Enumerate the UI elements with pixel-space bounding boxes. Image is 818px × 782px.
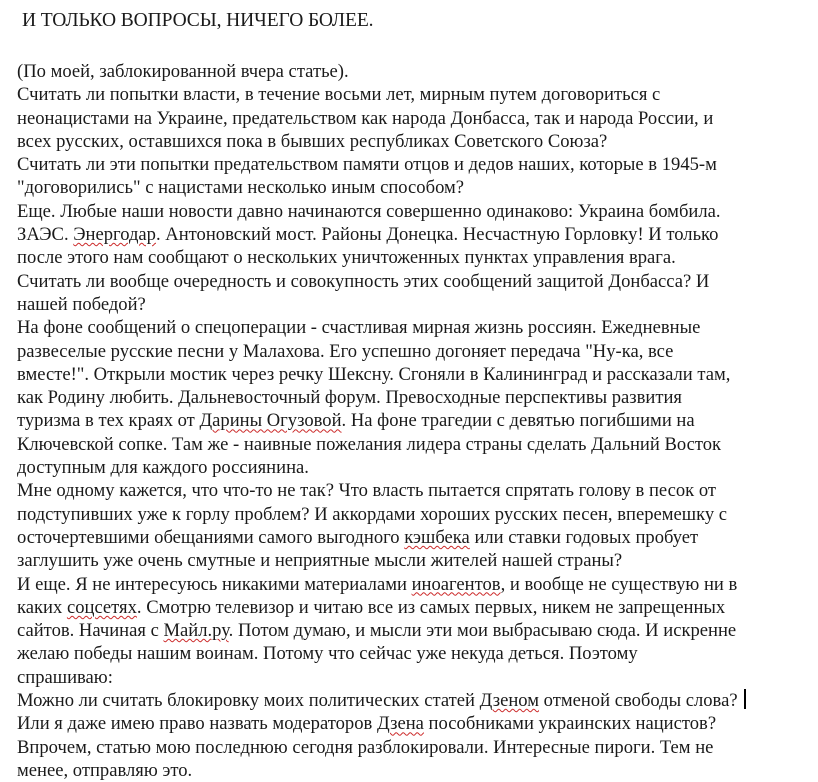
text-run: развеселые русские песни у Малахова. Его успешно догоняет передача "Ну-ка, все — [17, 340, 674, 362]
text-run: Или я даже имею право назвать модераторов — [17, 713, 377, 735]
text-run: доступным для каждого россиянина. — [17, 457, 309, 479]
text-line — [17, 83, 817, 106]
text-run: И еще. Я не интересуюсь никакими материалами — [17, 573, 412, 595]
text-run: или ставки годовых пробует — [469, 526, 699, 548]
text-run: спрашиваю: — [17, 666, 113, 688]
text-line — [17, 130, 817, 153]
text-run: (По моей, заблокированной вчера статье). — [17, 61, 349, 82]
text-run: Считать ли вообще очередность и совокупность этих сообщений защитой Донбасса? И — [17, 270, 710, 292]
text-line — [17, 596, 817, 619]
text-run: туризма в тех краях от — [17, 410, 200, 432]
text-run: отменой свободы слова? — [539, 690, 738, 712]
text-cursor — [744, 689, 746, 709]
spellcheck-flagged-word: Энергодар — [73, 224, 156, 246]
text-line — [17, 153, 817, 176]
text-run: На фоне сообщений о спецоперации - счастливая мирная жизнь россиян. Ежедневные — [17, 317, 701, 339]
text-run: Считать ли эти попытки предательством памяти отцов и дедов наших, которые в 1945-м — [17, 154, 717, 176]
text-line — [17, 200, 817, 223]
text-run: всех русских, оставшихся пока в бывших республиках Советского Союза? — [17, 130, 608, 152]
text-run: ЗАЭС. — [17, 224, 74, 246]
text-line — [17, 363, 817, 386]
text-run: вместе!". Открыли мостик через речку Шексну. Сгоняли в Калининград и рассказали там, — [17, 363, 731, 385]
spellcheck-flagged-word: кэшбека — [404, 526, 470, 548]
text-line — [17, 340, 817, 363]
text-line — [17, 573, 817, 596]
text-line — [17, 246, 817, 269]
text-line — [17, 642, 817, 665]
text-run: нашей победой? — [17, 293, 146, 315]
text-run: , и вообще не существую ни в — [500, 573, 738, 595]
text-run: . Смотрю телевизор и читаю все из самых первых, никем не запрещенных — [136, 596, 726, 618]
text-run: неонацистами на Украине, предательством как народа Донбасса, так и народа России, и — [17, 107, 714, 129]
text-line — [17, 107, 817, 130]
text-line — [17, 526, 817, 549]
text-run: подступивших уже к горлу проблем? И аккордами хороших русских песен, вперемешку с — [17, 503, 728, 525]
text-run: "договорились" с нацистами несколько иным способом? — [17, 177, 465, 199]
text-line — [17, 736, 817, 759]
text-line — [17, 503, 817, 526]
text-line — [17, 433, 817, 456]
document-body[interactable] — [17, 60, 817, 782]
text-run: желаю победы нашим воинам. Потому что сейчас уже некуда деться. Поэтому — [17, 643, 638, 665]
text-line — [17, 666, 817, 689]
text-run: пособниками украинских нацистов? — [423, 713, 717, 735]
text-run: . Потом думаю, и мысли эти мои выбрасываю сюда. И искренне — [228, 620, 737, 642]
text-run: Впрочем, статью мою последнюю сегодня разблокировали. Интересные пироги. Тем не — [17, 736, 714, 758]
text-line — [17, 549, 817, 572]
text-line — [17, 293, 817, 316]
text-run: после этого нам сообщают о нескольких уничтоженных пунктах управления врага. — [17, 247, 676, 269]
text-line — [17, 386, 817, 409]
text-run: Можно ли считать блокировку моих политических статей — [17, 690, 480, 712]
spellcheck-flagged-word: соцсетях — [66, 596, 137, 618]
text-line — [17, 176, 817, 199]
text-line — [17, 409, 817, 432]
spellcheck-flagged-word: Дзеном — [479, 690, 540, 712]
text-run: Мне одному кажется, что что-то не так? Что власть пытается спрятать голову в песок от — [17, 480, 717, 502]
text-run: каких — [17, 596, 67, 618]
document-title: И ТОЛЬКО ВОПРОСЫ, НИЧЕГО БОЛЕЕ. — [22, 10, 374, 31]
spellcheck-flagged-word: Майл.ру — [163, 620, 229, 642]
text-run: . На фоне трагедии с девятью погибшими на — [341, 410, 695, 432]
text-line — [17, 759, 817, 782]
text-run: заглушить уже очень смутные и неприятные мысли жителей нашей страны? — [17, 550, 623, 572]
text-line — [17, 270, 817, 293]
text-run: как Родину любить. Дальневосточный форум. Превосходные перспективы развития — [17, 387, 682, 409]
spellcheck-flagged-word: Дарины Огузовой — [199, 410, 342, 432]
text-run: . Антоновский мост. Районы Донецка. Несчастную Горловку! И только — [155, 224, 719, 246]
text-run: Считать ли попытки власти, в течение восьми лет, мирным путем договориться с — [17, 84, 661, 106]
text-line — [17, 316, 817, 339]
text-run: сайтов. Начиная с — [17, 620, 164, 642]
text-line — [17, 689, 817, 712]
text-run: менее, отправляю это. — [17, 759, 193, 781]
text-run: Еще. Любые наши новости давно начинаются совершенно одинаково: Украина бомбила. — [17, 200, 721, 222]
text-run: Ключевской сопке. Там же - наивные пожелания лидера страны сделать Дальний Восток — [17, 433, 722, 455]
text-line — [17, 619, 817, 642]
text-line — [17, 60, 817, 83]
spellcheck-flagged-word: иноагентов — [411, 573, 501, 595]
text-line — [17, 223, 817, 246]
text-line — [17, 456, 817, 479]
spellcheck-flagged-word: Дзена — [376, 713, 424, 735]
text-run: осточертевшими обещаниями самого выгодного — [17, 526, 405, 548]
text-line — [17, 712, 817, 735]
text-line — [17, 479, 817, 502]
